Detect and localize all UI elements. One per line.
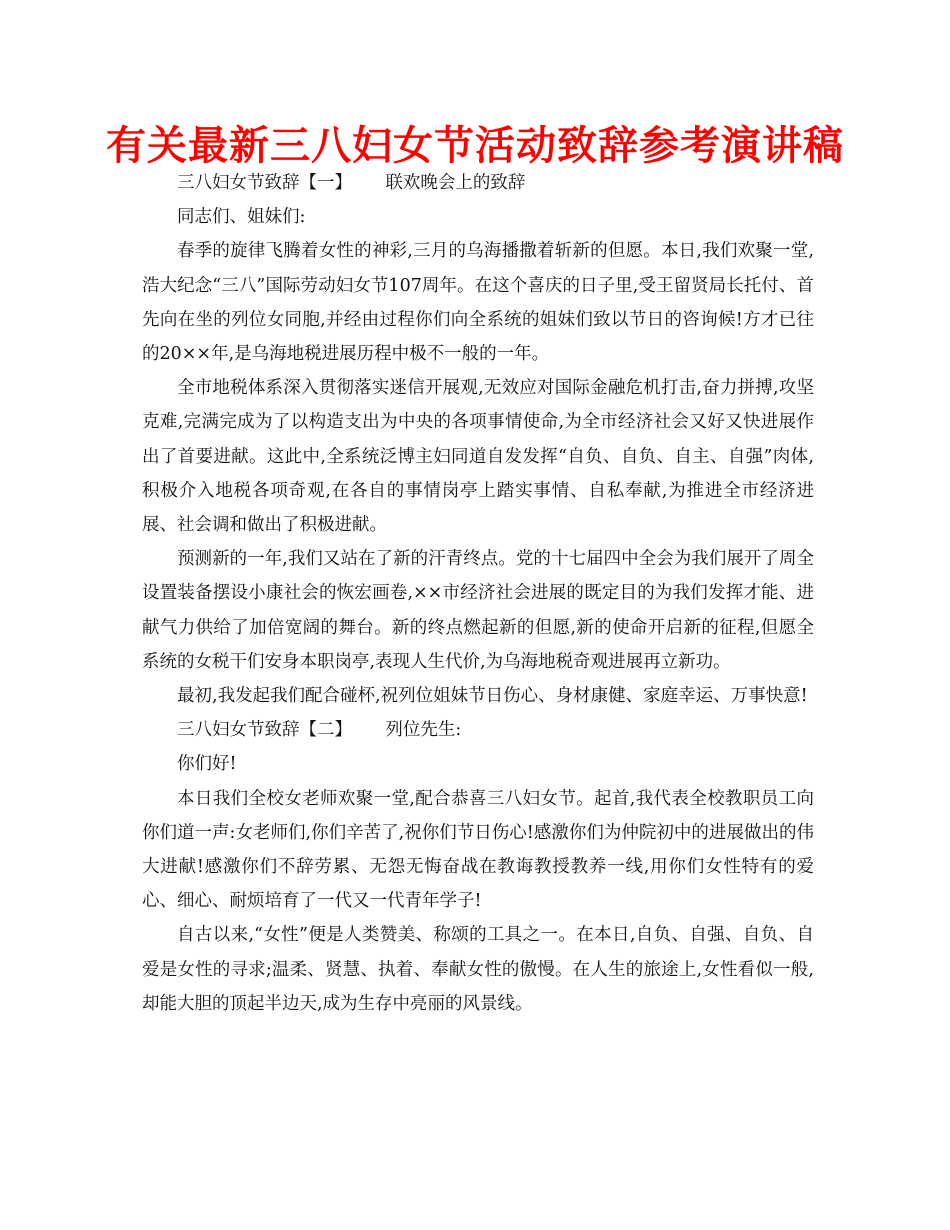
section-heading-1: 三八妇女节致辞【一】 联欢晚会上的致辞 <box>177 173 526 193</box>
document-title: 有关最新三八妇女节活动致辞参考演讲稿 <box>106 123 844 169</box>
section-heading-2: 三八妇女节致辞【二】 列位先生: <box>177 720 462 741</box>
salutation-1: 同志们、姐妹们: <box>177 207 306 228</box>
document-body <box>142 166 814 1021</box>
salutation-2: 你们好! <box>177 754 237 775</box>
body-paragraph: 全市地税体系深入贯彻落实迷信开展观,无效应对国际金融危机打击,奋力拼搏,攻坚克难,完满完成为了以构造支出为中央的各项事情使命,为全市经济社会又好又快进展作出了首要进献。这此中,全系统泛博主妇同道自发发挥“自负、自负、自主、自强”肉体,积极介入地税各项奇观,在各自的事情岗亭上踏实事情、自私奉献,为推进全市经济进展、社会调和做出了积极进献。 <box>142 378 814 536</box>
body-paragraph: 预测新的一年,我们又站在了新的汗青终点。党的十七届四中全会为我们展开了周全设置装备摆设小康社会的恢宏画卷,××市经济社会进展的既定目的为我们发挥才能、进献气力供给了加倍宽阔的舞台。新的终点燃起新的但愿,新的使命开启新的征程,但愿全系统的女税干们安身本职岗亭,表现人生代价,为乌海地税奇观进展再立新功。 <box>142 549 814 672</box>
body-paragraph: 自古以来,“女性”便是人类赞美、称颂的工具之一。在本日,自负、自强、自负、自爱是女性的寻求;温柔、贤慧、执着、奉献女性的傲慢。在人生的旅途上,女性看似一般,却能大胆的顶起半边天,成为生存中亮丽的风景线。 <box>142 925 814 1014</box>
body-paragraph: 春季的旋律飞腾着女性的神彩,三月的乌海播撒着斩新的但愿。本日,我们欢聚一堂,浩大纪念“三八”国际劳动妇女节107周年。在这个喜庆的日子里,受王留贤局长托付、首先向在坐的列位女同胞,并经由过程你们向全系统的姐妹们致以节日的咨询候!方才已往的20××年,是乌海地税进展历程中极不一般的一年。 <box>142 241 814 365</box>
body-paragraph: 本日我们全校女老师欢聚一堂,配合恭喜三八妇女节。起首,我代表全校教职员工向你们道一声:女老师们,你们辛苦了,祝你们节日伤心!感激你们为仲院初中的进展做出的伟大进献!感激你们不辞劳累、无怨无悔奋战在教诲教授教养一线,用你们女性特有的爱心、细心、耐烦培育了一代又一代青年学子! <box>142 788 814 912</box>
body-paragraph: 最初,我发起我们配合碰杯,祝列位姐妹节日伤心、身材康健、家庭幸运、万事快意! <box>177 686 808 707</box>
